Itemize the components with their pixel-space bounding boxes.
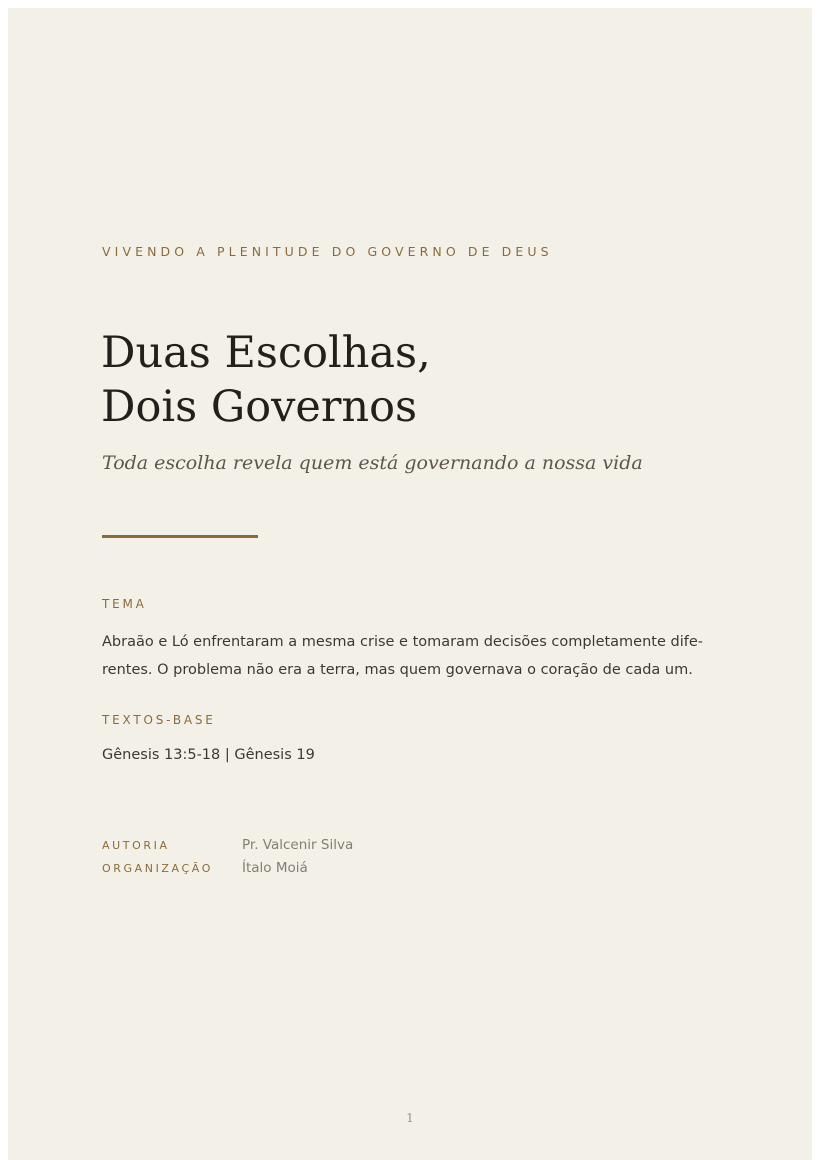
theme-label: TEMA xyxy=(102,597,147,611)
author-value: Pr. Valcenir Silva xyxy=(242,837,354,853)
theme-text-line-1: Abraão e Ló enfrentaram a mesma crise e tomaram decisões completamente dife- xyxy=(102,634,703,650)
subtitle: Toda escolha revela quem está governando a nossa vida xyxy=(102,452,643,474)
organization-label: ORGANIZAÇÃO xyxy=(102,862,213,875)
document-page xyxy=(8,8,812,1160)
base-texts-value: Gênesis 13:5-18 | Gênesis 19 xyxy=(102,747,315,763)
organization-value: Ítalo Moiá xyxy=(242,860,308,876)
theme-text xyxy=(102,628,702,684)
author-label: AUTORIA xyxy=(102,839,170,852)
base-texts-label: TEXTOS-BASE xyxy=(102,713,216,727)
title-line-1: Duas Escolhas, xyxy=(101,328,431,378)
theme-text-line-2: rentes. O problema não era a terra, mas quem governava o coração de cada um. xyxy=(102,662,693,678)
page-number: 1 xyxy=(406,1111,414,1125)
title-line-2: Dois Governos xyxy=(101,382,418,432)
page-title xyxy=(101,326,431,434)
series-title: VIVENDO A PLENITUDE DO GOVERNO DE DEUS xyxy=(102,244,553,259)
accent-divider xyxy=(102,535,258,538)
